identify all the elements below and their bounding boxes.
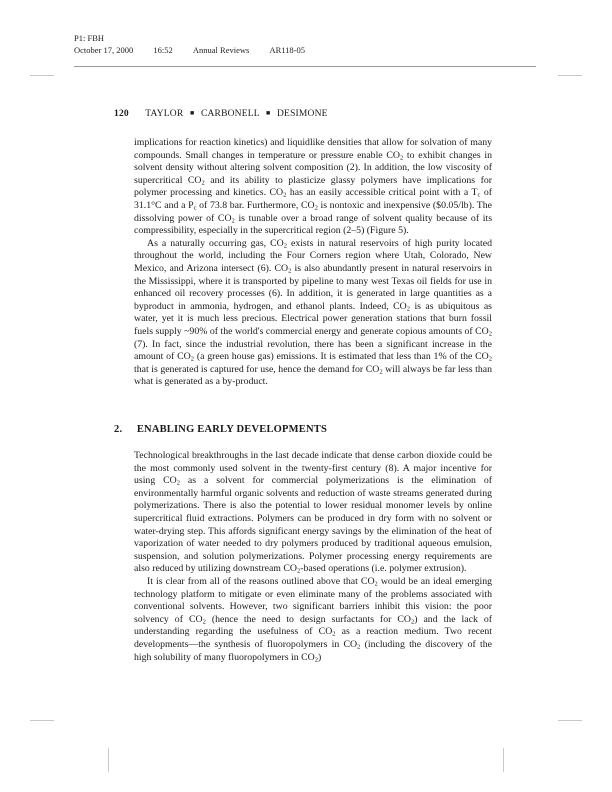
section-number: 2. [114, 424, 123, 435]
separator-square: ■ [189, 109, 195, 117]
crop-mark [558, 720, 582, 721]
paragraph: Technological breakthroughs in the last decade indicate that dense carbon dioxide could be the most commonly used solvent in the twenty-first century (8). A major incentive for using $CO_2$ as a solvent for commercial polymerizations is the elimination of environmentally harmful organic solvents and reduction of waste streams generated during polymerizations. There is also the potential to lower residual monomer levels by online supercritical fluid extractions. Polymers can be produced in dry form with no solvent or water-drying step. This affords significant energy savings by the elimination of the heat of vaporization of water needed to dry polymers produced by traditional aqueous emulsion, suspension, and solution polymerizations. Polymer processing energy requirements are also reduced by utilizing downstream $CO_2$-based operations (i.e. polymer extrusion). [134, 450, 493, 575]
crop-mark [503, 748, 504, 772]
meta-line [74, 45, 323, 56]
meta-print-id: P1: FBH [74, 33, 104, 43]
header-rule [74, 66, 536, 67]
crop-mark [30, 75, 54, 76]
body-text-block [134, 137, 492, 389]
meta-journal: Annual Reviews [192, 45, 250, 55]
author-name: DESIMONE [277, 109, 328, 119]
section-heading [114, 424, 327, 435]
section-title: ENABLING EARLY DEVELOPMENTS [136, 424, 327, 435]
author-name: TAYLOR [145, 109, 184, 119]
meta-date: October 17, 2000 [74, 45, 134, 55]
paragraph: implications for reaction kinetics) and liquidlike densities that allow for solvation of many compounds. Small changes in temperature or pressure enable $CO_2$ to exhibit changes in solvent density without altering solvent composition (2). In addition, the low viscosity of supercritical $CO_2$ and its ability to plasticize glassy polymers have implications for polymer processing and kinetics. $CO_2$ has an easily accessible critical point with a $T_c$ of 31.1°C and a $P_c$ of 73.8 bar. Furthermore, $CO_2$ is nontoxic and inexpensive ($0.05/lb). The dissolving power of $CO_2$ is tunable over a broad range of solvent quality because of its compressibility, especially in the supercritical region (2–5) (Figure 5). [134, 137, 493, 237]
meta-time: 16:52 [153, 45, 173, 55]
paragraph: It is clear from all of the reasons outlined above that $CO_2$ would be an ideal emerging technology platform to mitigate or even eliminate many of the problems associated with conventional solvents. However, two significant barriers inhibit this vision: the poor solvency of $CO_2$ (hence the need to design surfactants for $CO_2$) and the lack of understanding regarding the usefulness of $CO_2$ as a reaction medium. Two recent developments—the synthesis of fluoropolymers in $CO_2$ (including the discovery of the high solubility of many fluoropolymers in $CO_2$) [134, 575, 493, 663]
body-text-block [134, 450, 492, 664]
separator-square: ■ [265, 109, 271, 117]
crop-mark [30, 720, 54, 721]
running-head [114, 109, 328, 119]
author-name: CARBONELL [200, 109, 260, 119]
crop-mark [558, 75, 582, 76]
crop-mark [108, 748, 109, 772]
page-number: 120 [114, 109, 129, 119]
meta-code: AR118-05 [269, 45, 306, 55]
paragraph: As a naturally occurring gas, $CO_2$ exists in natural reservoirs of high purity located throughout the world, including the Four Corners region where Utah, Colorado, New Mexico, and Arizona intersect (6). $CO_2$ is also abundantly present in natural reservoirs in the Mississippi, where it is transported by pipeline to many west Texas oil fields for use in enhanced oil recovery processes (6). In addition, it is generated in large quantities as a byproduct in ammonia, hydrogen, and ethanol plants. Indeed, $CO_2$ is as ubiquitous as water, yet it is much less precious. Electrical power generation stations that burn fossil fuels supply ~90% of the world's commercial energy and generate copious amounts of $CO_2$ (7). In fact, since the industrial revolution, there has been a significant increase in the amount of $CO_2$ (a green house gas) emissions. It is estimated that less than 1% of the $CO_2$ that is generated is captured for use, hence the demand for $CO_2$ will always be far less than what is generated as a by-product. [134, 237, 492, 388]
